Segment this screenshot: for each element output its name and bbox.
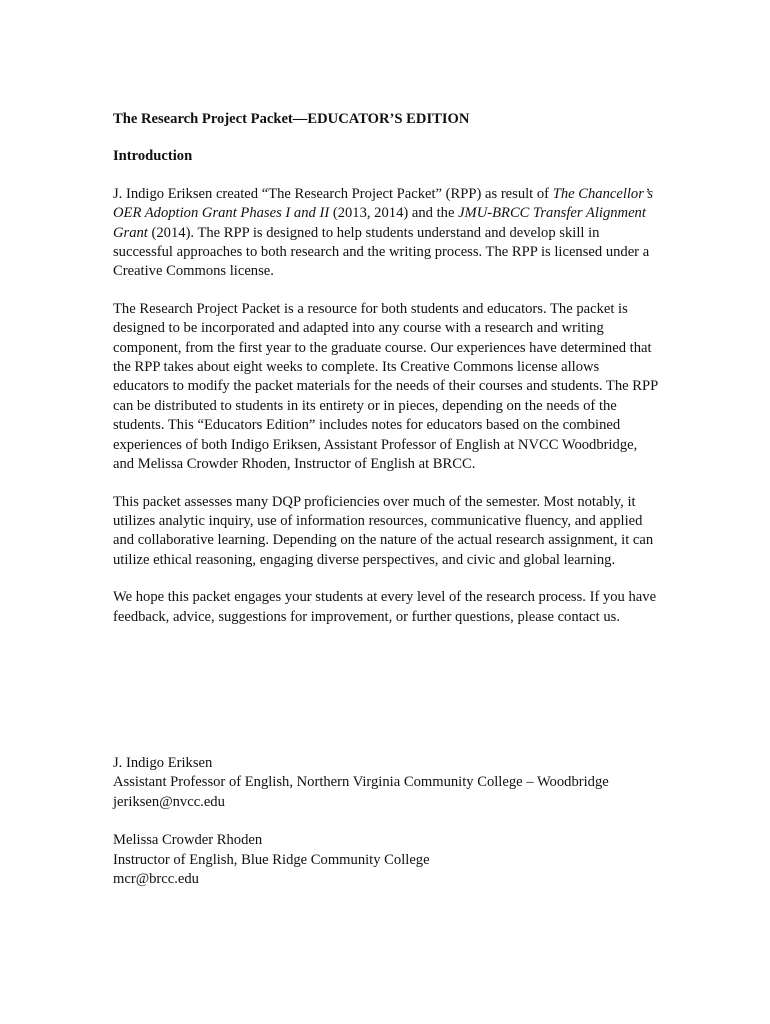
paragraph-1-text-b: (2013, 2014) and the xyxy=(329,205,459,222)
contact-position: Instructor of English, Blue Ridge Community College xyxy=(113,851,430,868)
intro-paragraph-4: We hope this packet engages your students at every level of the research process. If you have feedback, advice, suggestions for improvement, or further questions, please contact us. xyxy=(113,589,657,625)
contact-block-rhoden xyxy=(113,831,673,889)
intro-paragraph-3: This packet assesses many DQP proficiencies over much of the semester. Most notably, it utilizes analytic inquiry, use of information resources, communicative fluency, and applied and collaborative learning. Depending on the nature of the actual research assignment, it can utilize ethical reasoning, engaging diverse perspectives, and civic and global learning. xyxy=(113,493,654,568)
intro-paragraph-1 xyxy=(113,185,658,282)
grant-title-jmu-brcc: JMU-BRCC Transfer Alignment Grant xyxy=(113,205,646,241)
section-heading-introduction: Introduction xyxy=(113,148,193,165)
contact-email[interactable]: mcr@brcc.edu xyxy=(113,871,199,888)
intro-paragraph-2: The Research Project Packet is a resource for both students and educators. The packet is designed to be incorporated and adapted into any course with a research and writing component, from the first year to the graduate course. Our experiences have determined that the RPP takes about eight weeks to complete. Its Creative Commons license allows educators to modify the packet materials for the needs of their courses and students. The RPP can be distributed to students in its entirety or in pieces, depending on the needs of the students. This “Educators Edition” includes notes for educators based on the combined experiences of both Indigo Eriksen, Assistant Professor of English at NVCC Woodbridge, and Melissa Crowder Rhoden, Instructor of English at BRCC. xyxy=(113,300,658,473)
contact-name: Melissa Crowder Rhoden xyxy=(113,832,263,849)
contact-block-eriksen xyxy=(113,754,673,812)
document-title: The Research Project Packet—EDUCATOR’S EDITION xyxy=(113,111,470,127)
contact-email[interactable]: jeriksen@nvcc.edu xyxy=(113,793,225,810)
document-body xyxy=(113,110,658,645)
contact-name: J. Indigo Eriksen xyxy=(113,755,213,771)
paragraph-1-text-c: (2014). The RPP is designed to help students understand and develop skill in successful approaches to both research and the writing process. The RPP is licensed under a Creative Commons license. xyxy=(113,224,650,280)
paragraph-1-text-a: J. Indigo Eriksen created “The Research Project Packet” (RPP) as result of xyxy=(113,185,553,202)
contact-signatures xyxy=(113,754,673,908)
contact-position: Assistant Professor of English, Northern Virginia Community College – Woodbridge xyxy=(113,774,609,791)
grant-title-oer: The Chancellor’s OER Adoption Grant Phases I and II xyxy=(113,185,654,222)
